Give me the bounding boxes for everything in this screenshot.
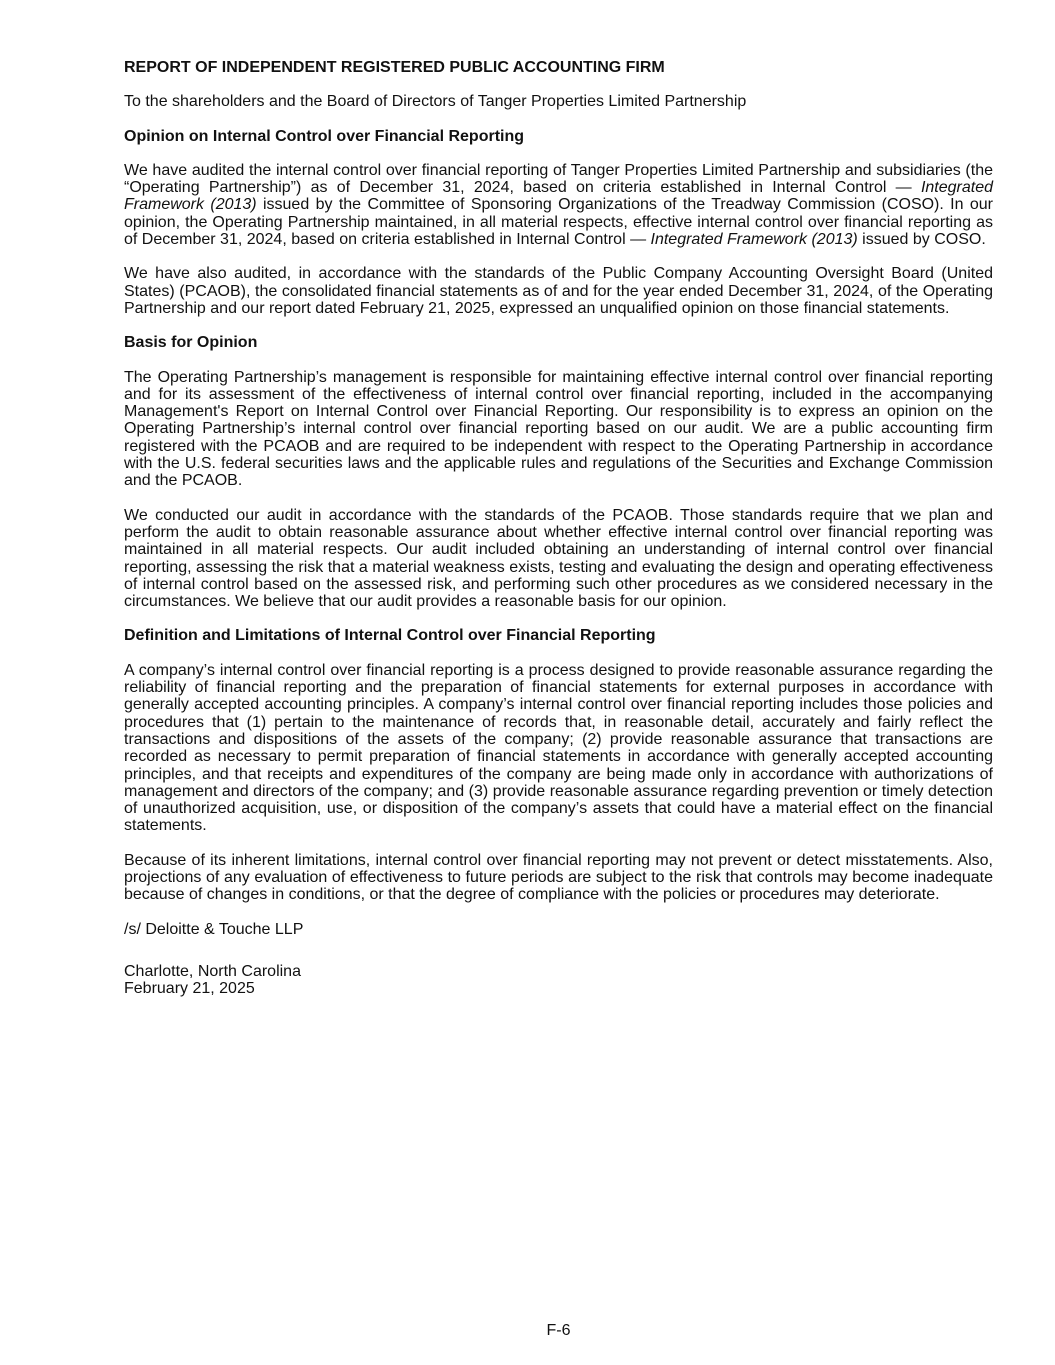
addressee: To the shareholders and the Board of Directors of Tanger Properties Limited Partnership [124,93,747,111]
report-page [124,59,993,997]
opinion-paragraph-1: We have audited the internal control over financial reporting of Tanger Properties Limited Partnership and subsidiaries (the “Operating Partnership”) as of December 31, 2024, based on criteria established in Internal Control — Integrated Framework (2013) issued by the Committee of Sponsoring Organizations of the Treadway Commission (COSO). In our opinion, the Operating Partnership maintained, in all material respects, effective internal control over financial reporting as of December 31, 2024, based on criteria established in Internal Control — Integrated Framework (2013) issued by COSO. [124,161,994,249]
opinion-heading: Opinion on Internal Control over Financial Reporting [124,127,525,145]
basis-paragraph-1: The Operating Partnership’s management is responsible for maintaining effective internal control over financial reporting and for its assessment of the effectiveness of internal control over financial reporting, included in the accompanying Management's Report on Internal Control over Financial Reporting. Our responsibility is to express an opinion on the Operating Partnership’s internal control over financial reporting based on our audit. We are a public accounting firm registered with the PCAOB and are required to be independent with respect to the Operating Partnership in accordance with the U.S. federal securities laws and the applicable rules and regulations of the Securities and Exchange Commission and the PCAOB. [124,368,993,490]
definition-paragraph-2: Because of its inherent limitations, internal control over financial reporting may not prevent or detect misstatements. Also, projections of any evaluation of effectiveness to future periods are subject to the risk that controls may become inadequate because of changes in conditions, or that the degree of compliance with the policies or procedures may deteriorate. [124,851,993,904]
location: Charlotte, North Carolina [124,962,301,980]
page-number: F-6 [546,1322,571,1339]
report-title: REPORT OF INDEPENDENT REGISTERED PUBLIC ACCOUNTING FIRM [124,59,665,76]
definition-paragraph-1: A company’s internal control over financial reporting is a process designed to provide reasonable assurance regarding the reliability of financial reporting and the preparation of financial statements for external purposes in accordance with generally accepted accounting principles. A company’s internal control over financial reporting includes those policies and procedures that (1) pertain to the maintenance of records that, in reasonable detail, accurately and fairly reflect the transactions and dispositions of the assets of the company; (2) provide reasonable assurance that transactions are recorded as necessary to permit preparation of financial statements in accordance with generally accepted accounting principles, and that receipts and expenditures of the company are being made only in accordance with authorizations of management and directors of the company; and (3) provide reasonable assurance regarding prevention or timely detection of unauthorized acquisition, use, or disposition of the company’s assets that could have a material effect on the financial statements. [124,661,993,835]
definition-heading: Definition and Limitations of Internal Control over Financial Reporting [124,627,656,645]
basis-heading: Basis for Opinion [124,334,258,352]
basis-paragraph-2: We conducted our audit in accordance with the standards of the PCAOB. Those standards require that we plan and perform the audit to obtain reasonable assurance about whether effective internal control over financial reporting was maintained in all material respects. Our audit included obtaining an understanding of internal control over financial reporting, assessing the risk that a material weakness exists, testing and evaluating the design and operating effectiveness of internal control based on the assessed risk, and performing such other procedures as we considered necessary in the circumstances. We believe that our audit provides a reasonable basis for our opinion. [124,506,993,611]
report-date: February 21, 2025 [124,980,255,998]
opinion-paragraph-2: We have also audited, in accordance with the standards of the Public Company Accounting Oversight Board (United States) (PCAOB), the consolidated financial statements as of and for the year ended December 31, 2024, of the Operating Partnership and our report dated February 21, 2025, expressed an unqualified opinion on those financial statements. [124,265,993,317]
signature: /s/ Deloitte & Touche LLP [124,920,304,938]
